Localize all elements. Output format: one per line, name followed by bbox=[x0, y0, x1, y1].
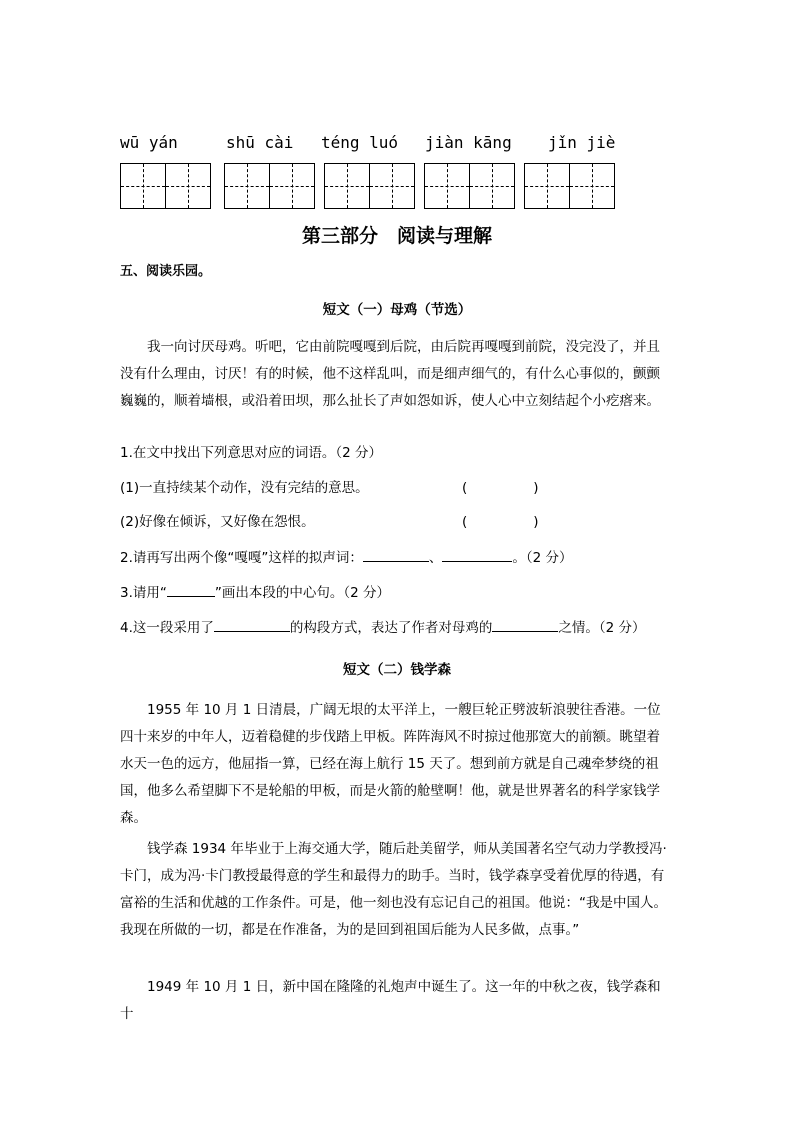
passage1-paragraph: 我一向讨厌母鸡。听吧，它由前院嘎嘎到后院，由后院再嘎嘎到前院，没完没了，并且没有什么理由，讨厌！有的时候，他不这样乱叫，而是细声细气的，有什么心事似的，颤颤巍巍的，顺着墙根，或沿着田坝，那么扯长了声如怨如诉，使人心中立刻结起个小疙瘩来。 bbox=[120, 339, 660, 409]
pinyin-jin-jie: jǐn jiè bbox=[548, 133, 616, 152]
paren-close: ) bbox=[533, 480, 539, 496]
passage2-paragraph-1: 1955 年 10 月 1 日清晨，广阔无垠的太平洋上，一艘巨轮正劈波斩浪驶往香港。一位四十来岁的中年人，迈着稳健的步伐踏上甲板。阵阵海风不时掠过他那宽大的前额。眺望着水天一色的远方，他屈指一算，已经在海上航行 15 天了。想到前方就是自己魂牵梦绕的祖国，他多么希望脚下不是轮船的甲板，而是火箭的舱壁啊！他，就是世界著名的科学家钱学森。 bbox=[120, 702, 661, 826]
question-1: 1.在文中找出下列意思对应的词语。（2 分） bbox=[120, 445, 383, 461]
passage1-title: 短文（一）母鸡（节选） bbox=[322, 302, 472, 318]
writing-grid-5[interactable] bbox=[524, 163, 615, 209]
question-2-suffix: 。（2 分） bbox=[512, 550, 573, 566]
passage2-paragraph-2: 钱学森 1934 年毕业于上海交通大学，随后赴美留学，师从美国著名空气动力学教授冯·卡门，成为冯·卡门教授最得意的学生和最得力的助手。当时，钱学森享受着优厚的待遇，有富裕的生活和优越的工作条件。可是，他一刻也没有忘记自己的祖国。他说：“我是中国人。我现在所做的一切，都是在作准备，为的是回到祖国后能为人民多做，点事。” bbox=[120, 841, 667, 938]
pinyin-jian-kang: jiàn kāng bbox=[425, 133, 512, 152]
pinyin-shu-cai: shū cài bbox=[226, 133, 294, 152]
pinyin-teng-luo: téng luó bbox=[321, 133, 399, 152]
question-1b: (2)好像在倾诉，又好像在怨恨。 bbox=[120, 514, 315, 530]
question-1a: (1)一直持续某个动作，没有完结的意思。 bbox=[120, 480, 369, 496]
question-4 bbox=[120, 617, 646, 638]
question-4-middle: 的构段方式，表达了作者对母鸡的 bbox=[289, 620, 493, 636]
question-2-sep: 、 bbox=[428, 550, 443, 566]
part-title: 第三部分 阅读与理解 bbox=[301, 225, 492, 247]
question-3-suffix: ”画出本段的中心句。（2 分） bbox=[214, 585, 390, 601]
answer-1b[interactable] bbox=[462, 512, 539, 532]
paren-open: ( bbox=[462, 480, 468, 496]
paren-close: ) bbox=[533, 514, 539, 530]
writing-grid-4[interactable] bbox=[424, 163, 515, 209]
section-heading: 五、阅读乐园。 bbox=[120, 264, 212, 279]
question-3-prefix: 3.请用“ bbox=[120, 585, 167, 601]
question-2 bbox=[120, 547, 573, 568]
question-2-prefix: 2.请再写出两个像“嘎嘎”这样的拟声词： bbox=[120, 550, 363, 566]
writing-grid-2[interactable] bbox=[224, 163, 315, 209]
answer-blank-2a[interactable] bbox=[363, 547, 429, 562]
answer-1a[interactable] bbox=[462, 478, 539, 498]
answer-blank-2b[interactable] bbox=[442, 547, 512, 562]
question-3 bbox=[120, 582, 390, 603]
pinyin-wu-yan: wū yán bbox=[120, 133, 178, 152]
passage2-paragraph-3: 1949 年 10 月 1 日，新中国在隆隆的礼炮声中诞生了。这一年的中秋之夜，钱学森和十 bbox=[120, 979, 661, 1022]
question-4-suffix: 之情。（2 分） bbox=[558, 620, 646, 636]
writing-grid-1[interactable] bbox=[120, 163, 211, 209]
passage2-title: 短文（二）钱学森 bbox=[343, 662, 451, 678]
paren-open: ( bbox=[462, 514, 468, 530]
question-4-prefix: 4.这一段采用了 bbox=[120, 620, 214, 636]
writing-grid-3[interactable] bbox=[324, 163, 415, 209]
answer-blank-4b[interactable] bbox=[492, 617, 558, 632]
underline-sample bbox=[167, 582, 215, 597]
answer-blank-4a[interactable] bbox=[214, 617, 290, 632]
